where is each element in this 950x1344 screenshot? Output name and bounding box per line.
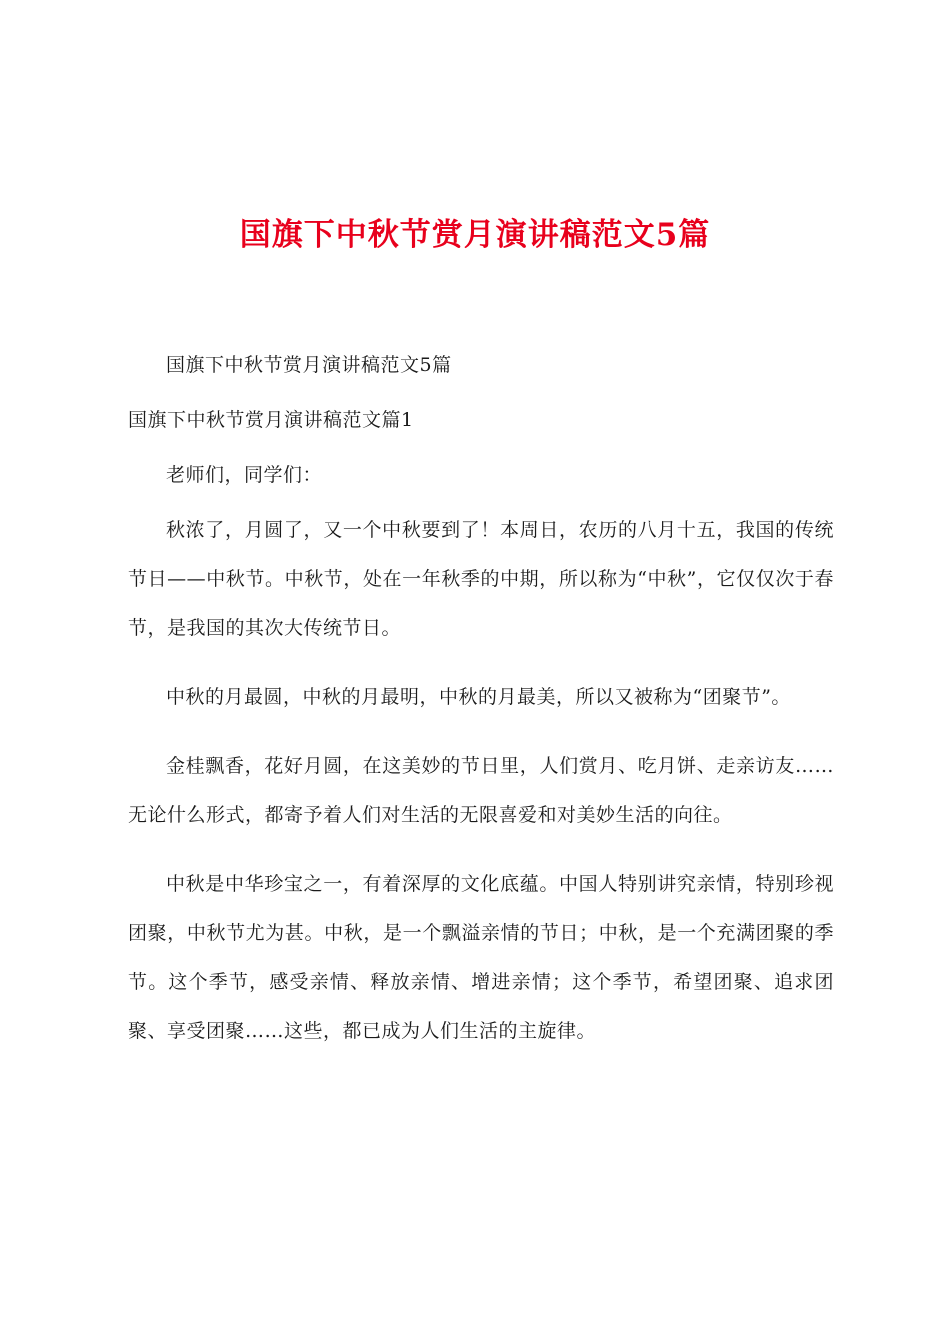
paragraph-4: 中秋是中华珍宝之一，有着深厚的文化底蕴。中国人特别讲究亲情，特别珍视团聚，中秋节尤为甚。中秋，是一个飘溢亲情的节日；中秋，是一个充满团聚的季节。这个季节，感受亲情、释放亲情、增进亲情；这个季节，希望团聚、追求团聚、享受团聚……这些，都已成为人们生活的主旋律。 <box>128 873 834 1042</box>
document-body <box>128 341 834 1076</box>
paragraph-2: 中秋的月最圆，中秋的月最明，中秋的月最美，所以又被称为“团聚节”。 <box>166 686 791 708</box>
salutation: 老师们，同学们： <box>166 464 323 486</box>
document-title: 国旗下中秋节赏月演讲稿范文5篇 <box>239 217 711 253</box>
section-heading: 国旗下中秋节赏月演讲稿范文篇1 <box>128 409 414 431</box>
paragraph-1: 秋浓了，月圆了，又一个中秋要到了！本周日，农历的八月十五，我国的传统节日——中秋节。中秋节，处在一年秋季的中期，所以称为“中秋”，它仅仅次于春节，是我国的其次大传统节日。 <box>128 519 834 639</box>
paragraph-3: 金桂飘香，花好月圆，在这美妙的节日里，人们赏月、吃月饼、走亲访友……无论什么形式，都寄予着人们对生活的无限喜爱和对美妙生活的向往。 <box>128 755 834 826</box>
intro-line: 国旗下中秋节赏月演讲稿范文5篇 <box>166 354 452 376</box>
